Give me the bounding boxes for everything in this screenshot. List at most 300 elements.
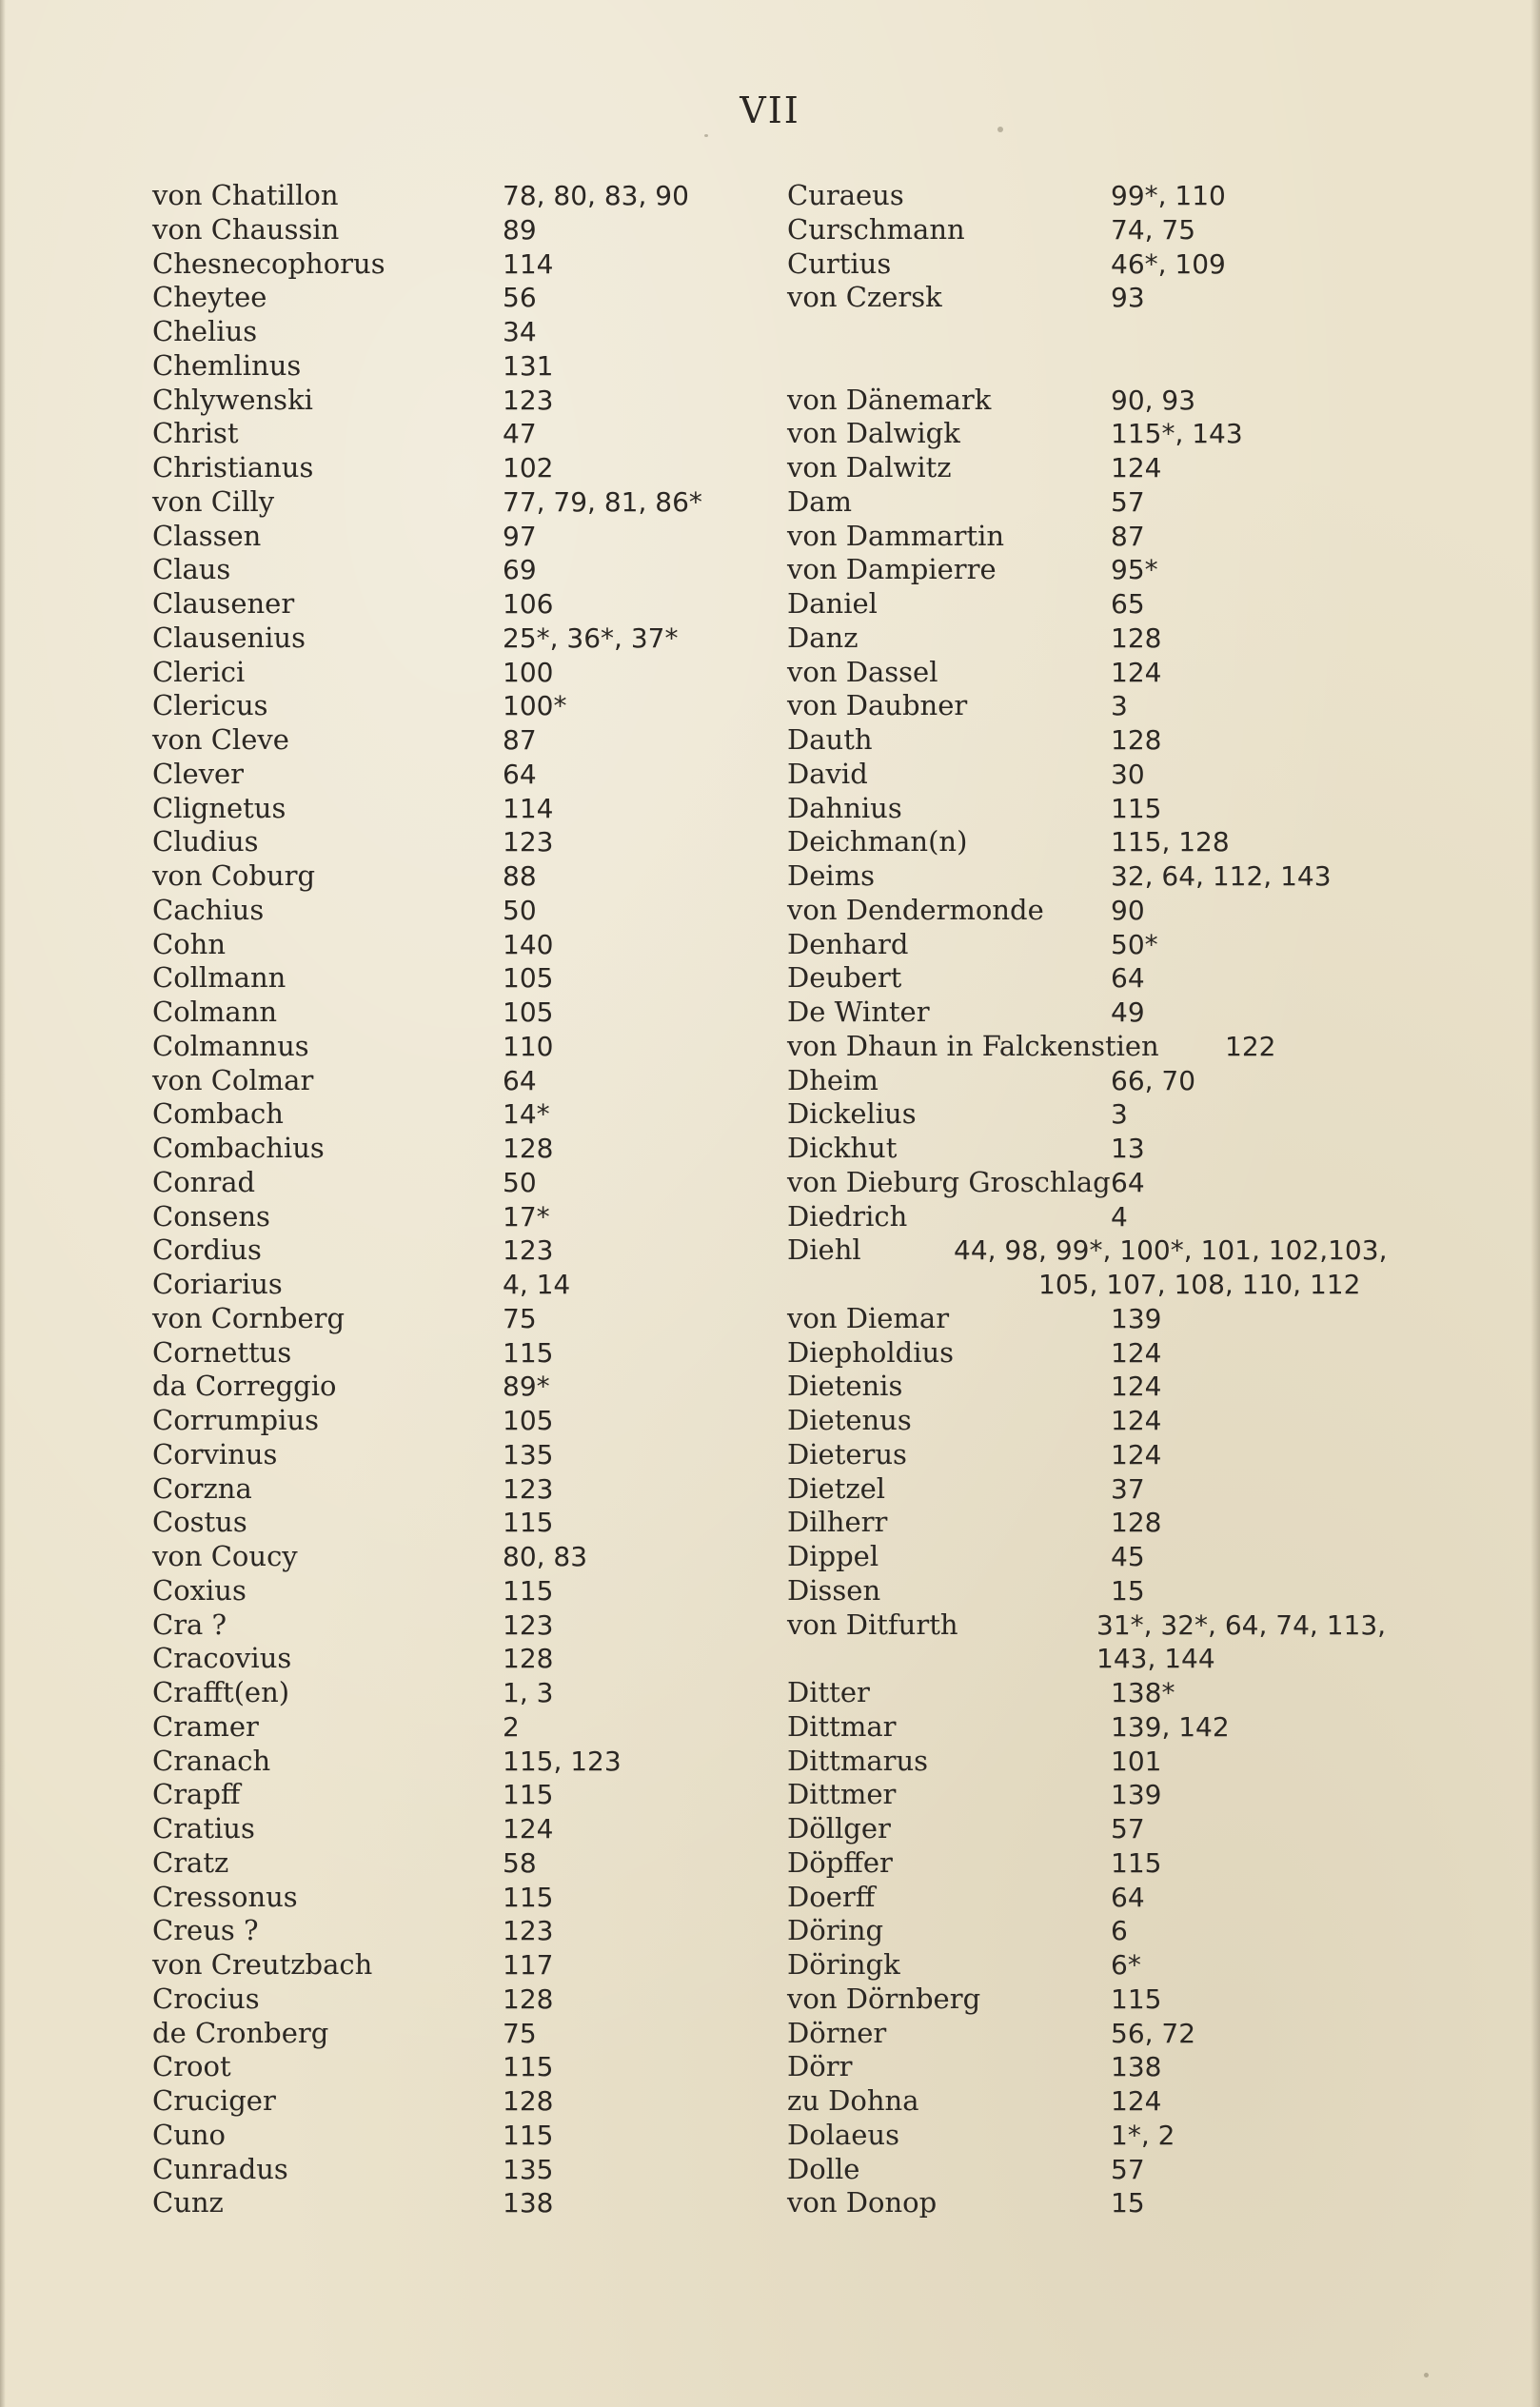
entry-name: Clausenius [152,621,306,654]
entry-name: Cachius [152,893,265,926]
entry-name: Ditter [787,1676,870,1708]
entry-name: zu Dohna [787,2084,919,2117]
entry-name: von Chaussin [152,212,340,246]
entry-name: Dam [787,484,853,518]
entry-pages: 99*, 110 [1111,180,1226,211]
entry-name: Dheim [787,1063,879,1096]
entry-pages: 90 [1111,894,1145,926]
index-entry [152,1574,761,1608]
index-entry [152,1540,761,1574]
index-entry [787,2119,1434,2153]
entry-name: Clericus [152,689,268,722]
entry-pages: 50* [1111,928,1158,960]
index-entry [787,689,1434,723]
entry-name: Clerici [152,655,246,688]
index-entry [787,1472,1434,1507]
index-entry [787,1608,1434,1677]
index-entry [152,179,761,213]
entry-name: Crafft(en) [152,1676,290,1708]
entry-pages: 88 [503,860,537,892]
entry-pages: 69 [503,554,537,586]
entry-name: Chemlinus [152,348,302,382]
index-entry [152,1983,761,2017]
entry-name: von Czersk [787,281,942,314]
entry-name: Diehl [787,1233,861,1267]
entry-name: Crocius [152,1982,260,2015]
entry-name: Curtius [787,247,892,280]
entry-pages: 128 [1111,621,1162,654]
entry-name: Dietzel [787,1471,886,1505]
entry-pages: 139 [1111,1779,1162,1811]
index-entry [787,485,1434,520]
index-entry [787,553,1434,587]
index-entry [152,961,761,996]
entry-name: Dickelius [787,1097,917,1131]
index-entry [787,723,1434,758]
entry-pages: 128 [503,1983,554,2015]
entry-name: De Winter [787,996,930,1028]
entry-name: Curaeus [787,179,904,211]
entry-name: Christianus [152,451,314,483]
entry-pages: 138 [503,2187,554,2220]
entry-pages: 140 [503,928,554,960]
index-entry [787,1676,1434,1710]
index-entry [152,1097,761,1132]
index-entry [787,656,1434,690]
entry-name: von Ditfurth [787,1608,958,1641]
entry-name: Christ [152,417,239,450]
entry-name: Combach [152,1097,284,1131]
entry-pages: 75 [503,1302,537,1334]
index-entry [787,2153,1434,2187]
entry-pages: 58 [503,1846,537,1879]
entry-pages: 123 [503,1234,554,1267]
entry-pages: 115 [1111,1846,1162,1879]
entry-name: Corzna [152,1471,252,1505]
index-entry [152,1064,761,1098]
index-entry [152,1642,761,1676]
entry-pages: 37 [1111,1472,1145,1505]
entry-pages: 123 [503,384,554,416]
entry-pages: 115*, 143 [1111,418,1243,450]
entry-name: Clausener [152,587,295,620]
entry-pages: 50 [503,894,537,926]
entry-name: Danz [787,621,859,654]
entry-pages: 47 [503,418,537,450]
index-entry [152,758,761,792]
index-entry [152,1778,761,1812]
entry-name: Croot [152,2050,231,2083]
entry-name: Chelius [152,315,258,347]
entry-name: Consens [152,1199,270,1233]
entry-name: Dissen [787,1573,881,1607]
index-entry [787,2186,1434,2220]
index-entry [152,587,761,621]
entry-pages: 6* [1111,1949,1141,1981]
entry-pages: 4 [1111,1200,1128,1233]
entry-name: Deubert [787,961,902,995]
index-entry [152,1914,761,1948]
index-column-right [787,179,1434,2220]
index-entry [787,315,1434,349]
entry-pages: 124 [1111,1371,1162,1403]
index-entry [787,1166,1434,1200]
index-entry [152,2017,761,2051]
entry-pages: 115 [1111,792,1162,824]
index-entry [787,1745,1434,1779]
index-entry [152,1676,761,1710]
entry-name: Corvinus [152,1437,278,1470]
entry-name: Coxius [152,1573,247,1607]
entry-name: von Cilly [152,484,275,518]
entry-name: Cornettus [152,1335,292,1369]
entry-name: Claus [152,553,231,586]
entry-pages: 31*, 32*, 64, 74, 113, 143, 144 [1096,1608,1387,1675]
index-entry [152,1233,761,1268]
index-entry [152,1268,761,1302]
entry-pages: 105 [503,996,554,1028]
entry-name: Cohn [152,927,227,960]
entry-pages: 124 [1111,656,1162,688]
entry-name: Doerff [787,1880,876,1913]
index-entry [152,451,761,485]
entry-name: Dietenus [787,1404,912,1436]
index-entry [152,247,761,282]
entry-pages: 124 [1111,1438,1162,1470]
index-entry [152,1030,761,1064]
entry-name: von Dörnberg [787,1982,981,2015]
index-entry [152,825,761,859]
entry-pages: 128 [503,1133,554,1164]
index-entry [152,1812,761,1846]
entry-pages: 56 [503,282,537,314]
index-entry [787,961,1434,996]
index-entry [787,1438,1434,1472]
entry-name: Cheytee [152,281,267,314]
entry-pages: 80, 83 [503,1541,588,1572]
entry-pages: 115, 123 [503,1745,622,1777]
entry-name: Cratz [152,1845,229,1879]
entry-pages: 97 [503,520,537,552]
entry-pages: 123 [503,826,554,858]
index-entry [152,315,761,349]
entry-pages: 124 [1111,1405,1162,1436]
entry-name: Cranach [152,1744,271,1777]
entry-name: Dippel [787,1540,879,1572]
paper-spot [997,127,1003,132]
entry-pages: 105 [503,962,554,995]
entry-name: von Dieburg Groschlag [787,1165,1111,1198]
index-entry [152,1608,761,1643]
entry-pages: 135 [503,2153,554,2185]
entry-name: Cracovius [152,1642,292,1675]
entry-name: von Dalwitz [787,451,952,483]
entry-pages: 3 [1111,690,1128,722]
entry-pages: 57 [1111,1813,1145,1845]
entry-pages: 131 [503,349,554,382]
index-entry [152,1438,761,1472]
entry-pages: 128 [503,2085,554,2117]
entry-name: von Creutzbach [152,1948,373,1981]
entry-name: Dauth [787,723,873,756]
index-entry [787,520,1434,554]
page-edge-shadow-right [1530,0,1540,2407]
index-entry [152,1846,761,1881]
entry-pages: 89 [503,213,537,246]
entry-name: Cordius [152,1233,262,1267]
index-entry [787,384,1434,418]
entry-pages: 74, 75 [1111,213,1196,246]
entry-pages: 77, 79, 81, 86* [503,485,702,518]
entry-pages: 64 [1111,962,1145,995]
index-entry [787,621,1434,656]
entry-name: Cressonus [152,1880,298,1913]
entry-pages: 123 [503,1608,554,1641]
entry-pages: 93 [1111,282,1145,314]
entry-name: Daniel [787,587,878,620]
entry-name: Clever [152,757,245,790]
entry-pages: 45 [1111,1541,1145,1572]
entry-pages: 100 [503,656,554,688]
paper-spot [704,134,708,137]
entry-pages: 139, 142 [1111,1710,1230,1743]
entry-name: Chesnecophorus [152,247,385,280]
index-entry [152,281,761,315]
index-entry [152,213,761,247]
entry-pages: 115 [503,1881,554,1913]
entry-pages: 122 [1225,1030,1276,1062]
index-entry [152,2119,761,2153]
entry-name: Dörr [787,2050,853,2083]
entry-pages: 4, 14 [503,1269,571,1300]
entry-name: da Correggio [152,1370,337,1403]
entry-name: Cratius [152,1812,255,1845]
index-entry [787,1846,1434,1881]
entry-pages: 57 [1111,2153,1145,2185]
index-entry [787,1506,1434,1540]
entry-pages: 1*, 2 [1111,2119,1175,2151]
entry-name: Dahnius [787,791,902,824]
entry-name: Combachius [152,1132,325,1164]
entry-name: Dieterus [787,1437,907,1470]
index-entry [152,621,761,656]
entry-pages: 124 [1111,2085,1162,2117]
entry-name: Dörner [787,2016,887,2049]
entry-name: Colmannus [152,1029,309,1062]
entry-pages: 57 [1111,485,1145,518]
entry-pages: 114 [503,792,554,824]
index-entry [152,1881,761,1915]
entry-name: von Dammartin [787,519,1005,552]
index-entry [787,281,1434,315]
entry-name: Classen [152,519,262,552]
entry-pages: 128 [503,1643,554,1675]
entry-pages: 89* [503,1371,550,1403]
index-entry [152,1166,761,1200]
entry-name: Cunz [152,2186,224,2220]
entry-pages: 64 [503,1064,537,1096]
entry-pages: 128 [1111,1507,1162,1539]
entry-name: Dietenis [787,1370,903,1403]
index-entry [152,1404,761,1438]
entry-name: von Dassel [787,655,938,688]
index-entry [152,485,761,520]
index-entry [787,1370,1434,1404]
entry-pages: 115 [1111,1983,1162,2015]
entry-pages: 30 [1111,758,1145,790]
entry-name: Cunradus [152,2152,288,2185]
entry-pages: 64 [1111,1881,1145,1913]
index-entry [152,689,761,723]
entry-pages: 34 [503,316,537,347]
entry-pages: 14* [503,1098,550,1131]
entry-pages: 101 [1111,1745,1162,1777]
index-entry [787,1404,1434,1438]
entry-pages: 135 [503,1438,554,1470]
entry-name: Collmann [152,961,286,995]
entry-pages: 106 [503,588,554,620]
entry-name: Costus [152,1506,247,1539]
index-entry [787,1540,1434,1574]
entry-name: von Daubner [787,689,968,722]
index-entry [152,2050,761,2084]
index-entry [787,587,1434,621]
entry-pages: 44, 98, 99*, 100*, 101, 102,103, 105, 107, 108, 110, 112 [954,1234,1388,1300]
entry-pages: 65 [1111,588,1145,620]
index-entry [787,213,1434,247]
index-entry [787,2050,1434,2084]
entry-pages: 78, 80, 83, 90 [503,180,689,211]
page-number: VII [740,89,800,131]
entry-pages: 13 [1111,1133,1145,1164]
entry-name: Deims [787,859,876,892]
entry-pages: 87 [1111,520,1145,552]
index-entry [152,928,761,962]
entry-pages: 56, 72 [1111,2017,1196,2049]
entry-name: Cludius [152,825,259,858]
entry-name: von Dalwigk [787,417,960,450]
entry-pages: 2 [503,1710,520,1743]
entry-pages: 115 [503,1507,554,1539]
index-entry [152,894,761,928]
entry-name: de Cronberg [152,2016,329,2049]
index-entry [152,1948,761,1983]
index-entry [152,1200,761,1234]
entry-name: von Dhaun in Falckenstien [787,1029,1159,1062]
entry-pages: 102 [503,452,554,483]
entry-name: von Diemar [787,1301,950,1334]
index-entry [787,1574,1434,1608]
entry-pages: 64 [1111,1166,1145,1198]
index-entry [152,1132,761,1166]
index-entry [787,1030,1434,1064]
entry-name: von Coburg [152,859,316,892]
index-entry [152,2186,761,2220]
entry-name: Dittmarus [787,1744,929,1777]
index-entry [152,996,761,1030]
index-entry [787,1064,1434,1098]
index-entry [152,656,761,690]
entry-name: Döringk [787,1948,900,1981]
entry-name: von Dänemark [787,383,992,416]
index-entry [152,1472,761,1507]
index-entry [152,1302,761,1336]
entry-name: Dolle [787,2152,860,2185]
entry-pages: 105 [503,1405,554,1436]
entry-pages: 87 [503,724,537,756]
entry-name: Dickhut [787,1132,898,1164]
entry-pages: 123 [503,1472,554,1505]
entry-pages: 100* [503,690,567,722]
entry-name: von Colmar [152,1063,314,1096]
index-entry [152,1745,761,1779]
index-entry [787,1881,1434,1915]
entry-name: Cra ? [152,1608,227,1641]
entry-name: Conrad [152,1165,256,1198]
entry-pages: 115, 128 [1111,826,1230,858]
entry-pages: 90, 93 [1111,384,1196,416]
entry-pages: 50 [503,1166,537,1198]
entry-name: Curschmann [787,212,965,246]
index-entry [787,894,1434,928]
entry-pages: 46*, 109 [1111,247,1226,280]
index-entry [787,1778,1434,1812]
index-entry [787,1983,1434,2017]
index-entry [787,825,1434,859]
entry-pages: 115 [503,2051,554,2083]
entry-pages: 75 [503,2017,537,2049]
entry-pages: 49 [1111,996,1145,1028]
entry-name: Creus ? [152,1914,259,1947]
entry-name: Corrumpius [152,1404,319,1436]
index-entry [152,553,761,587]
entry-pages: 15 [1111,1574,1145,1607]
entry-pages: 115 [503,1336,554,1369]
entry-pages: 64 [503,758,537,790]
index-entry [152,859,761,894]
entry-pages: 124 [1111,1336,1162,1369]
entry-pages: 3 [1111,1098,1128,1131]
entry-pages: 139 [1111,1302,1162,1334]
index-entry [787,2017,1434,2051]
index-column-left [152,179,761,2220]
index-entry [787,758,1434,792]
index-entry [152,2153,761,2187]
entry-name: von Donop [787,2186,938,2220]
entry-pages: 123 [503,1915,554,1947]
index-entry [787,792,1434,826]
index-entry [787,247,1434,282]
entry-name: Dittmar [787,1709,897,1743]
index-entry [787,1948,1434,1983]
entry-name: Cuno [152,2118,227,2151]
entry-name: von Cleve [152,723,289,756]
entry-pages: 138 [1111,2051,1162,2083]
entry-pages: 115 [503,1779,554,1811]
entry-name: Deichman(n) [787,825,968,858]
entry-name: von Dendermonde [787,893,1044,926]
index-entry [787,859,1434,894]
index-entry [787,451,1434,485]
index-entry [152,349,761,384]
entry-name: Clignetus [152,791,286,824]
index-entry [152,1710,761,1745]
index-entry [152,792,761,826]
entry-name: Denhard [787,927,909,960]
index-entry [787,1302,1434,1336]
index-entry [787,417,1434,451]
entry-pages: 66, 70 [1111,1064,1196,1096]
